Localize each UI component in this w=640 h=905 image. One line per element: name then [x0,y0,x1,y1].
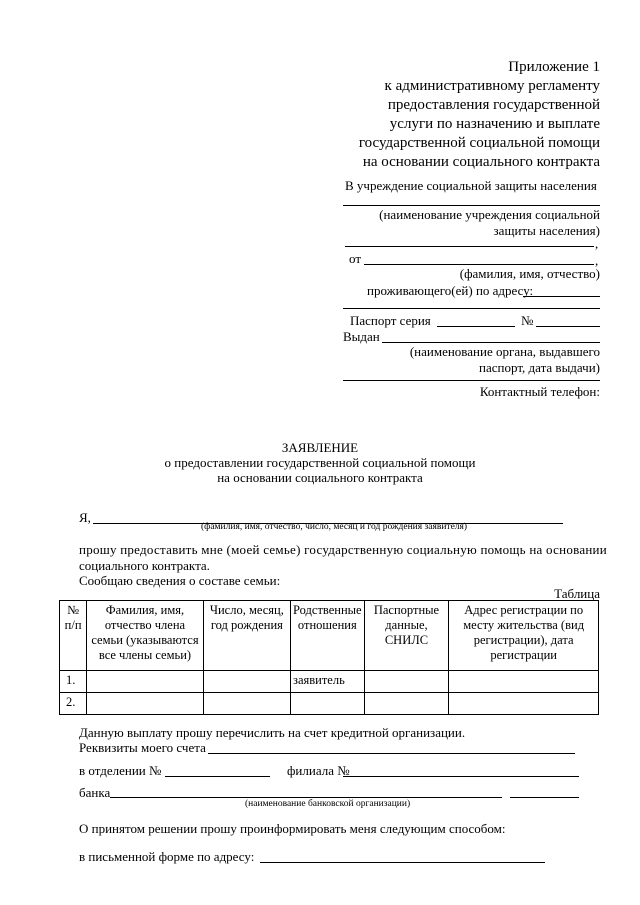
residence-field[interactable] [523,296,600,297]
filial-label: филиала № [287,763,350,778]
header-address: Адрес регистрации по месту жительства (вид регистрации), дата регистрации [449,601,599,671]
statement-title: ЗАЯВЛЕНИЕ [281,440,359,455]
residence-label: проживающего(ей) по адресу: [367,283,534,298]
residence-field-2[interactable] [343,308,600,309]
header-fio: Фамилия, имя, отчество члена семьи (указываются все члены семьи) [87,601,204,671]
passport-series-label: Паспорт серия [350,313,431,328]
institution-caption [379,207,600,239]
cell-number: 2. [60,693,87,715]
cell-birthdate[interactable] [203,693,290,715]
account-label: Реквизиты моего счета [79,740,206,755]
cell-passport[interactable] [364,693,449,715]
issued-caption [410,344,600,376]
cell-fio[interactable] [87,671,204,693]
cell-address[interactable] [449,693,599,715]
phone-label: Контактный телефон: [479,384,600,399]
written-label: в письменной форме по адресу: [79,849,255,864]
statement-subtitle: о предоставлении государственной социальной помощи [164,455,476,470]
fio-caption: (фамилия, имя, отчество) [459,266,600,281]
header-passport: Паспортные данные, СНИЛС [364,601,449,671]
header-relation: Родственные отношения [291,601,365,671]
issued-label: Выдан [343,329,380,344]
comma: , [595,253,599,268]
appendix-line: услуги по назначению и выплате [389,116,600,132]
cell-birthdate[interactable] [203,671,290,693]
cell-relation: заявитель [291,671,365,693]
table-header-row [60,601,599,671]
appendix-line: Приложение 1 [508,59,600,75]
bank-field-2[interactable] [510,797,579,798]
caption-line: паспорт, дата выдачи) [479,360,600,375]
statement-heading [0,440,640,485]
table-row [60,671,599,693]
cell-number: 1. [60,671,87,693]
applicant-caption: (фамилия, имя, отчество, число, месяц и год рождения заявителя) [201,522,468,532]
request-paragraph [79,542,607,589]
appendix-line: к административному регламенту [384,78,600,94]
cell-address[interactable] [449,671,599,693]
passport-series-field[interactable] [437,326,515,327]
transfer-line: Данную выплату прошу перечислить на счет кредитной организации. [79,725,466,740]
account-field[interactable] [208,753,575,754]
institution-line: В учреждение социальной защиты населения [345,178,597,193]
table-label: Таблица [554,586,600,601]
statement-subtitle: на основании социального контракта [217,470,423,485]
institution-field[interactable] [343,205,600,206]
family-intro: Сообщаю сведения о составе семьи: [79,573,281,588]
issued-field[interactable] [382,342,600,343]
passport-number-field[interactable] [536,326,600,327]
filial-field[interactable] [343,776,579,777]
passport-number-label: № [521,313,534,328]
cell-passport[interactable] [364,671,449,693]
written-address-field[interactable] [260,862,545,863]
bank-field[interactable] [110,797,502,798]
institution-field-2[interactable] [345,246,594,247]
branch-label: в отделении № [79,763,162,778]
notify-intro: О принятом решении прошу проинформировать меня следующим способом: [79,821,506,836]
appendix-block [359,58,600,172]
from-label: от [349,251,362,266]
appendix-line: предоставления государственной [387,97,600,113]
from-field[interactable] [364,264,594,265]
header-number: № п/п [60,601,87,671]
appendix-line: государственной социальной помощи [358,135,600,151]
cell-relation[interactable] [291,693,365,715]
comma: , [595,236,599,251]
caption-line: защиты населения) [493,223,600,238]
appendix-line: на основании социального контракта [362,154,600,170]
cell-fio[interactable] [87,693,204,715]
request-line: социального контракта. [79,557,210,573]
bank-label: банка [79,785,111,800]
bank-caption: (наименование банковской организации) [245,799,411,809]
i-label: Я, [79,510,91,525]
caption-line: (наименование органа, выдавшего [409,344,600,359]
issued-field-2[interactable] [343,380,600,381]
header-birthdate: Число, месяц, год рождения [203,601,290,671]
family-table [59,600,599,715]
request-line: прошу предоставить мне (моей семье) государственную социальную помощь на основании [79,542,607,557]
caption-line: (наименование учреждения социальной [379,207,600,222]
table-row [60,693,599,715]
branch-field[interactable] [165,776,270,777]
